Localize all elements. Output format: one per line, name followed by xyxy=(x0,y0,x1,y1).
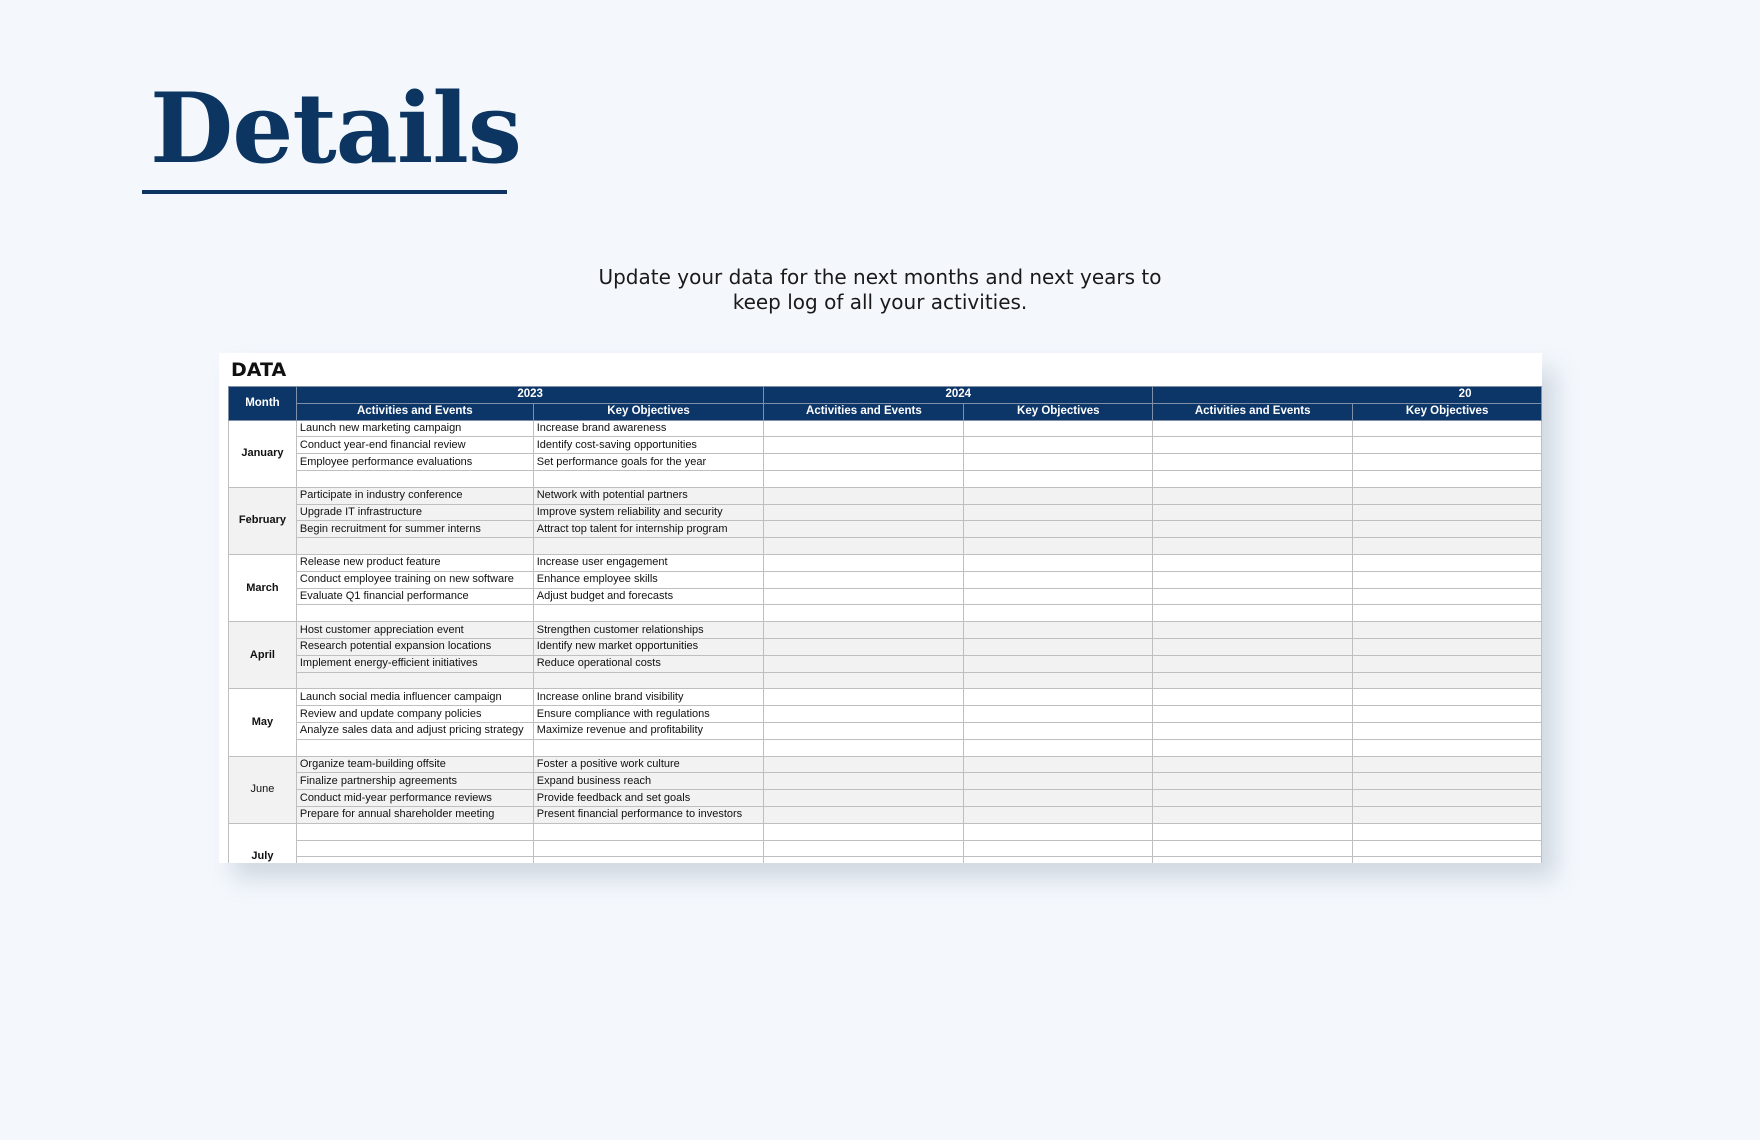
activity-cell-2023[interactable]: Review and update company policies xyxy=(296,706,533,723)
objective-cell-2023[interactable] xyxy=(533,605,764,622)
activity-cell-next[interactable] xyxy=(1153,672,1353,689)
activity-cell-2024[interactable] xyxy=(764,487,964,504)
table-row xyxy=(229,689,1542,706)
objective-cell-2024[interactable] xyxy=(964,420,1153,437)
objective-cell-2024[interactable] xyxy=(964,454,1153,471)
activity-cell-next[interactable] xyxy=(1153,504,1353,521)
objective-cell-2023[interactable] xyxy=(533,739,764,756)
objective-cell-2023[interactable] xyxy=(533,538,764,555)
objective-cell-2024[interactable] xyxy=(964,790,1153,807)
column-header-activities-2023: Activities and Events xyxy=(296,403,533,420)
activity-cell-2023[interactable]: Host customer appreciation event xyxy=(296,622,533,639)
table-row xyxy=(229,538,1542,555)
column-header-objectives-next: Key Objectives xyxy=(1353,403,1542,420)
objective-cell-2023[interactable]: Set performance goals for the year xyxy=(533,454,764,471)
objective-cell-2024[interactable] xyxy=(964,554,1153,571)
year-header-next-label: 20 xyxy=(1458,388,1472,401)
activity-cell-2023[interactable] xyxy=(296,672,533,689)
table-row xyxy=(229,706,1542,723)
subtitle-line-1: Update your data for the next months and next years to xyxy=(598,265,1162,289)
objective-cell-next[interactable] xyxy=(1353,806,1542,823)
objective-cell-2023[interactable]: Increase online brand visibility xyxy=(533,689,764,706)
table-row xyxy=(229,622,1542,639)
activity-cell-next[interactable] xyxy=(1153,739,1353,756)
objective-cell-2023[interactable] xyxy=(533,470,764,487)
activity-cell-next[interactable] xyxy=(1153,420,1353,437)
activity-cell-2024[interactable] xyxy=(764,672,964,689)
year-header-2024: 2024 xyxy=(764,387,1153,404)
month-cell-may[interactable]: May xyxy=(229,689,297,756)
activity-cell-2023[interactable] xyxy=(296,823,533,840)
table-row xyxy=(229,571,1542,588)
activity-cell-2024[interactable] xyxy=(764,538,964,555)
activity-cell-2023[interactable]: Evaluate Q1 financial performance xyxy=(296,588,533,605)
activity-cell-2024[interactable] xyxy=(764,504,964,521)
objective-cell-2024[interactable] xyxy=(964,504,1153,521)
objective-cell-next[interactable] xyxy=(1353,823,1542,840)
objective-cell-2024[interactable] xyxy=(964,470,1153,487)
activity-cell-2023[interactable]: Conduct employee training on new software xyxy=(296,571,533,588)
activity-cell-2023[interactable]: Launch new marketing campaign xyxy=(296,420,533,437)
activity-cell-2024[interactable] xyxy=(764,420,964,437)
activity-cell-2023[interactable] xyxy=(296,840,533,857)
objective-cell-2024[interactable] xyxy=(964,739,1153,756)
objective-cell-2024[interactable] xyxy=(964,840,1153,857)
activity-cell-2023[interactable]: Implement energy-efficient initiatives xyxy=(296,655,533,672)
table-row xyxy=(229,420,1542,437)
activity-cell-2024[interactable] xyxy=(764,470,964,487)
objective-cell-2023[interactable] xyxy=(533,672,764,689)
activity-cell-next[interactable] xyxy=(1153,756,1353,773)
column-header-activities-2024: Activities and Events xyxy=(764,403,964,420)
activity-cell-2024[interactable] xyxy=(764,806,964,823)
objective-cell-2023[interactable]: Improve system reliability and security xyxy=(533,504,764,521)
activity-cell-2023[interactable]: Conduct year-end financial review xyxy=(296,437,533,454)
table-row xyxy=(229,588,1542,605)
objective-cell-2024[interactable] xyxy=(964,571,1153,588)
activity-cell-2024[interactable] xyxy=(764,622,964,639)
table-row xyxy=(229,840,1542,857)
activity-cell-2024[interactable] xyxy=(764,454,964,471)
activity-cell-2023[interactable]: Launch social media influencer campaign xyxy=(296,689,533,706)
year-header-next xyxy=(1153,387,1542,404)
objective-cell-2023[interactable]: Identify new market opportunities xyxy=(533,638,764,655)
activity-cell-next[interactable] xyxy=(1153,622,1353,639)
activity-cell-2023[interactable] xyxy=(296,538,533,555)
activity-cell-2023[interactable]: Analyze sales data and adjust pricing strategy xyxy=(296,722,533,739)
table-body xyxy=(229,420,1542,863)
activity-cell-2023[interactable]: Organize team-building offsite xyxy=(296,756,533,773)
activity-cell-next[interactable] xyxy=(1153,454,1353,471)
activity-cell-2023[interactable]: Begin recruitment for summer interns xyxy=(296,521,533,538)
table-row xyxy=(229,504,1542,521)
activity-cell-2024[interactable] xyxy=(764,554,964,571)
activity-cell-next[interactable] xyxy=(1153,806,1353,823)
activity-cell-2024[interactable] xyxy=(764,823,964,840)
table-row xyxy=(229,756,1542,773)
objective-cell-next[interactable] xyxy=(1353,638,1542,655)
objective-cell-2023[interactable] xyxy=(533,840,764,857)
column-header-month: Month xyxy=(229,387,297,421)
objective-cell-2023[interactable]: Ensure compliance with regulations xyxy=(533,706,764,723)
objective-cell-next[interactable] xyxy=(1353,689,1542,706)
activity-cell-2024[interactable] xyxy=(764,521,964,538)
objective-cell-next[interactable] xyxy=(1353,487,1542,504)
month-cell-april[interactable]: April xyxy=(229,622,297,689)
activity-cell-2024[interactable] xyxy=(764,857,964,863)
table-row xyxy=(229,739,1542,756)
activity-cell-2024[interactable] xyxy=(764,790,964,807)
table-row xyxy=(229,605,1542,622)
activity-cell-2024[interactable] xyxy=(764,840,964,857)
activity-cell-2024[interactable] xyxy=(764,605,964,622)
column-header-objectives-2024: Key Objectives xyxy=(964,403,1153,420)
objective-cell-2023[interactable]: Expand business reach xyxy=(533,773,764,790)
activity-cell-next[interactable] xyxy=(1153,655,1353,672)
objective-cell-2023[interactable]: Adjust budget and forecasts xyxy=(533,588,764,605)
objective-cell-2024[interactable] xyxy=(964,521,1153,538)
table-row xyxy=(229,790,1542,807)
activity-cell-2024[interactable] xyxy=(764,588,964,605)
activity-cell-next[interactable] xyxy=(1153,605,1353,622)
objective-cell-2024[interactable] xyxy=(964,437,1153,454)
table-row xyxy=(229,823,1542,840)
objective-cell-next[interactable] xyxy=(1353,588,1542,605)
activity-cell-2024[interactable] xyxy=(764,706,964,723)
month-cell-july[interactable]: July xyxy=(229,823,297,863)
objective-cell-next[interactable] xyxy=(1353,840,1542,857)
activity-cell-2023[interactable]: Participate in industry conference xyxy=(296,487,533,504)
objective-cell-next[interactable] xyxy=(1353,706,1542,723)
objective-cell-2023[interactable]: Present financial performance to investors xyxy=(533,806,764,823)
objective-cell-next[interactable] xyxy=(1353,554,1542,571)
table-row xyxy=(229,722,1542,739)
activity-cell-2023[interactable]: Employee performance evaluations xyxy=(296,454,533,471)
activity-cell-next[interactable] xyxy=(1153,840,1353,857)
activity-cell-2024[interactable] xyxy=(764,756,964,773)
objective-cell-2024[interactable] xyxy=(964,672,1153,689)
objective-cell-next[interactable] xyxy=(1353,722,1542,739)
objective-cell-2023[interactable]: Strengthen customer relationships xyxy=(533,622,764,639)
objective-cell-next[interactable] xyxy=(1353,655,1542,672)
month-cell-january[interactable]: January xyxy=(229,420,297,487)
objective-cell-2023[interactable] xyxy=(533,823,764,840)
objective-cell-2024[interactable] xyxy=(964,689,1153,706)
activity-cell-2023[interactable]: Release new product feature xyxy=(296,554,533,571)
objective-cell-next[interactable] xyxy=(1353,470,1542,487)
activity-cell-next[interactable] xyxy=(1153,722,1353,739)
activity-cell-next[interactable] xyxy=(1153,487,1353,504)
activity-cell-2023[interactable] xyxy=(296,857,533,863)
activity-cell-2023[interactable]: Conduct mid-year performance reviews xyxy=(296,790,533,807)
objective-cell-2023[interactable]: Enhance employee skills xyxy=(533,571,764,588)
activities-table xyxy=(228,386,1542,863)
objective-cell-next[interactable] xyxy=(1353,454,1542,471)
title-underline xyxy=(142,190,507,194)
activity-cell-next[interactable] xyxy=(1153,689,1353,706)
column-header-objectives-2023: Key Objectives xyxy=(533,403,764,420)
activity-cell-2024[interactable] xyxy=(764,689,964,706)
table-row xyxy=(229,437,1542,454)
objective-cell-2024[interactable] xyxy=(964,756,1153,773)
objective-cell-2023[interactable]: Provide feedback and set goals xyxy=(533,790,764,807)
activity-cell-next[interactable] xyxy=(1153,538,1353,555)
activity-cell-2023[interactable]: Upgrade IT infrastructure xyxy=(296,504,533,521)
objective-cell-2024[interactable] xyxy=(964,538,1153,555)
objective-cell-2024[interactable] xyxy=(964,638,1153,655)
objective-cell-next[interactable] xyxy=(1353,756,1542,773)
activity-cell-2023[interactable] xyxy=(296,605,533,622)
activity-cell-next[interactable] xyxy=(1153,588,1353,605)
objective-cell-2024[interactable] xyxy=(964,487,1153,504)
subtitle-line-2: keep log of all your activities. xyxy=(732,290,1028,314)
column-header-activities-next: Activities and Events xyxy=(1153,403,1353,420)
month-cell-march[interactable]: March xyxy=(229,554,297,621)
table-row xyxy=(229,521,1542,538)
table-row xyxy=(229,655,1542,672)
objective-cell-next[interactable] xyxy=(1353,571,1542,588)
page-title: Details xyxy=(150,72,521,185)
objective-cell-2023[interactable]: Increase brand awareness xyxy=(533,420,764,437)
objective-cell-2024[interactable] xyxy=(964,588,1153,605)
activity-cell-2024[interactable] xyxy=(764,655,964,672)
activity-cell-2024[interactable] xyxy=(764,437,964,454)
month-cell-february[interactable]: February xyxy=(229,487,297,554)
objective-cell-2024[interactable] xyxy=(964,622,1153,639)
year-header-row xyxy=(229,387,1542,404)
activity-cell-2023[interactable] xyxy=(296,470,533,487)
objective-cell-2024[interactable] xyxy=(964,722,1153,739)
activity-cell-2023[interactable]: Finalize partnership agreements xyxy=(296,773,533,790)
activity-cell-2024[interactable] xyxy=(764,773,964,790)
objective-cell-2024[interactable] xyxy=(964,706,1153,723)
activity-cell-2024[interactable] xyxy=(764,638,964,655)
data-sheet-panel xyxy=(219,353,1542,863)
activity-cell-next[interactable] xyxy=(1153,521,1353,538)
objective-cell-next[interactable] xyxy=(1353,538,1542,555)
objective-cell-2023[interactable]: Identify cost-saving opportunities xyxy=(533,437,764,454)
objective-cell-next[interactable] xyxy=(1353,420,1542,437)
objective-cell-next[interactable] xyxy=(1353,437,1542,454)
objective-cell-2023[interactable]: Maximize revenue and profitability xyxy=(533,722,764,739)
activity-cell-next[interactable] xyxy=(1153,857,1353,863)
objective-cell-next[interactable] xyxy=(1353,672,1542,689)
activity-cell-next[interactable] xyxy=(1153,823,1353,840)
objective-cell-2023[interactable]: Increase user engagement xyxy=(533,554,764,571)
activity-cell-2023[interactable]: Research potential expansion locations xyxy=(296,638,533,655)
objective-cell-2024[interactable] xyxy=(964,655,1153,672)
activity-cell-next[interactable] xyxy=(1153,437,1353,454)
objective-cell-next[interactable] xyxy=(1353,857,1542,863)
objective-cell-next[interactable] xyxy=(1353,521,1542,538)
month-cell-june[interactable]: June xyxy=(229,756,297,823)
activity-cell-next[interactable] xyxy=(1153,470,1353,487)
table-row xyxy=(229,773,1542,790)
objective-cell-2024[interactable] xyxy=(964,806,1153,823)
table-row xyxy=(229,470,1542,487)
objective-cell-next[interactable] xyxy=(1353,739,1542,756)
objective-cell-2024[interactable] xyxy=(964,605,1153,622)
objective-cell-next[interactable] xyxy=(1353,622,1542,639)
activity-cell-next[interactable] xyxy=(1153,773,1353,790)
objective-cell-next[interactable] xyxy=(1353,773,1542,790)
table-row xyxy=(229,806,1542,823)
table-row xyxy=(229,857,1542,863)
column-header-row xyxy=(229,403,1542,420)
objective-cell-2024[interactable] xyxy=(964,823,1153,840)
objective-cell-next[interactable] xyxy=(1353,790,1542,807)
activity-cell-2024[interactable] xyxy=(764,722,964,739)
table-row xyxy=(229,487,1542,504)
objective-cell-2023[interactable]: Reduce operational costs xyxy=(533,655,764,672)
table-row xyxy=(229,672,1542,689)
activity-cell-2023[interactable] xyxy=(296,739,533,756)
objective-cell-2023[interactable]: Attract top talent for internship program xyxy=(533,521,764,538)
page-subtitle xyxy=(560,265,1200,315)
sheet-title: DATA xyxy=(231,359,287,381)
activity-cell-next[interactable] xyxy=(1153,554,1353,571)
activity-cell-next[interactable] xyxy=(1153,706,1353,723)
activity-cell-2024[interactable] xyxy=(764,739,964,756)
year-header-2023: 2023 xyxy=(296,387,763,404)
activity-cell-2024[interactable] xyxy=(764,571,964,588)
activity-cell-2023[interactable]: Prepare for annual shareholder meeting xyxy=(296,806,533,823)
objective-cell-2023[interactable]: Network with potential partners xyxy=(533,487,764,504)
objective-cell-2023[interactable] xyxy=(533,857,764,863)
objective-cell-next[interactable] xyxy=(1353,504,1542,521)
objective-cell-2024[interactable] xyxy=(964,857,1153,863)
activity-cell-next[interactable] xyxy=(1153,638,1353,655)
table-row xyxy=(229,638,1542,655)
table-row xyxy=(229,554,1542,571)
table-row xyxy=(229,454,1542,471)
activity-cell-next[interactable] xyxy=(1153,790,1353,807)
activity-cell-next[interactable] xyxy=(1153,571,1353,588)
objective-cell-2024[interactable] xyxy=(964,773,1153,790)
objective-cell-next[interactable] xyxy=(1353,605,1542,622)
objective-cell-2023[interactable]: Foster a positive work culture xyxy=(533,756,764,773)
